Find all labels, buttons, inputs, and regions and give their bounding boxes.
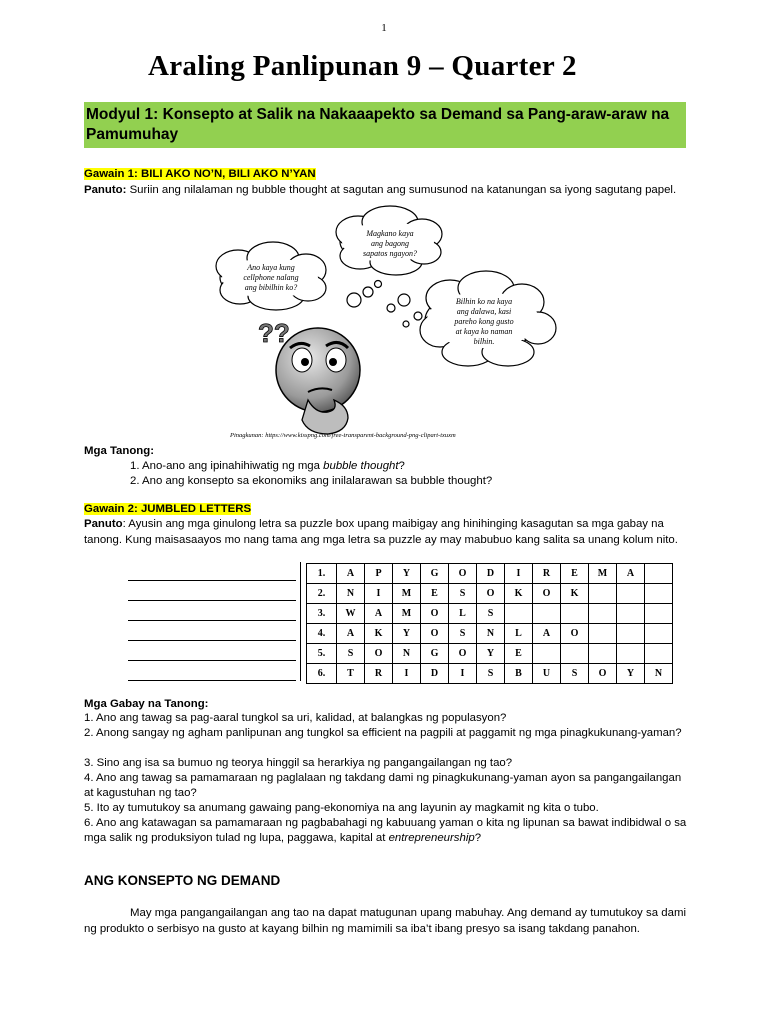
puzzle-letter-cell: M [589,564,617,584]
section-paragraph: May mga pangangailangan ang tao na dapat matugunan upang mabuhay. Ang demand ay tumutukoy sa dami ng produkto o serbisyo na gusto at kayang bilhin ng mamimili sa iba’t ibang presyo sa isang takdang panahon. [84,907,686,935]
puzzle-letter-cell: N [477,624,505,644]
activity1-question-2: 2. Ano ang konsepto sa ekonomiks ang inilalarawan sa bubble thought? [130,475,493,487]
activity1-questions-label: Mga Tanong: [84,445,155,457]
guide-6-italic: entrepreneurship [388,832,475,844]
left-bubble-line-3: ang bibilhin ko? [244,283,298,292]
puzzle-letter-cell: L [449,604,477,624]
puzzle-letter-cell: O [589,664,617,684]
puzzle-letter-cell: G [421,564,449,584]
puzzle-row [307,584,673,604]
guide-question-3: 3. Sino ang isa sa bumuo ng teorya hinggil sa herarkiya ng pangangailangan ng tao? [84,757,513,769]
puzzle-row [307,564,673,584]
puzzle-row [307,604,673,624]
puzzle-letter-cell [645,564,673,584]
puzzle-letter-cell [617,624,645,644]
puzzle-letter-cell: N [393,644,421,664]
question-marks: ?? [258,318,290,348]
puzzle-letter-cell: R [365,664,393,684]
puzzle-letter-cell: N [645,664,673,684]
puzzle-letter-cell: E [561,564,589,584]
puzzle-letter-cell: K [561,584,589,604]
puzzle-letter-cell [533,604,561,624]
puzzle-letter-cell: R [533,564,561,584]
activity2-instruction [84,517,690,548]
page-number: 1 [381,22,387,34]
puzzle-letter-cell [589,624,617,644]
puzzle-letter-cell: Y [393,564,421,584]
puzzle-letter-cell: P [365,564,393,584]
answer-line[interactable] [128,660,296,661]
answer-lines [128,562,296,682]
right-bubble-line-5: bilhin. [473,337,495,346]
left-bubble-line-1: Ano kaya kung [247,263,295,272]
answer-line[interactable] [128,640,296,641]
question-1-italic: bubble thought [323,460,399,472]
puzzle-letter-cell: S [477,664,505,684]
puzzle-letter-cell [645,604,673,624]
puzzle-letter-cell: M [393,604,421,624]
puzzle-letter-cell [645,644,673,664]
puzzle-letter-cell [645,624,673,644]
puzzle-letter-cell: Y [617,664,645,684]
puzzle-letter-cell: E [421,584,449,604]
top-bubble-line-2: ang bagong [371,239,409,248]
activity2-instruction-text: : Ayusin ang mga ginulong letra sa puzzle box upang maibigay ang hinihinging kasagutan sa mga gabay na tanong. Kung maisasaayos mo nang tama ang mga letra sa puzzle ay may mabubuo kang salita sa unang kolum nito. [84,518,678,546]
guide-question-5: 5. Ito ay tumutukoy sa anumang gawaing pang-ekonomiya na ang layunin ay magkamit ng kita o tubo. [84,802,599,814]
puzzle-letter-cell [589,584,617,604]
puzzle-letter-cell: A [617,564,645,584]
puzzle-row-number: 3. [307,604,337,624]
activity1-instruction-text: Suriin ang nilalaman ng bubble thought at sagutan ang sumusunod na katanungan sa iyong sagutang papel. [126,184,677,196]
puzzle-letter-cell [533,644,561,664]
puzzle-body [307,564,673,684]
puzzle-letter-cell: S [449,584,477,604]
puzzle-row [307,624,673,644]
guide-questions-label: Mga Gabay na Tanong: [84,698,209,710]
puzzle-letter-cell [505,604,533,624]
right-bubble-line-1: Bilhin ko na kaya [455,297,513,306]
puzzle-letter-cell: D [477,564,505,584]
puzzle-row-number: 6. [307,664,337,684]
left-bubble-line-2: cellphone nalang [243,273,299,282]
thinking-face [276,328,360,434]
puzzle-letter-cell: A [533,624,561,644]
puzzle-letter-cell [617,604,645,624]
top-bubble-line-1: Magkano kaya [366,229,414,238]
answer-line[interactable] [128,600,296,601]
puzzle-letter-cell: G [421,644,449,664]
puzzle-letter-cell [617,644,645,664]
puzzle-letter-cell: O [477,584,505,604]
puzzle-letter-cell [617,584,645,604]
image-credit: Pinagkunan: https://www.kisspng.com/free-transparent-background-png-clipart-txuxm [230,432,456,439]
puzzle-row-number: 5. [307,644,337,664]
puzzle-letter-cell: A [337,624,365,644]
puzzle-letter-cell: B [505,664,533,684]
puzzle-letter-cell: O [533,584,561,604]
puzzle-letter-cell [589,604,617,624]
answer-line[interactable] [128,580,296,581]
puzzle-letter-cell [561,644,589,664]
module-title: Modyul 1: Konsepto at Salik na Nakaaapekto sa Demand sa Pang-araw-araw na Pamumuhay [86,106,670,143]
puzzle-letter-cell: M [393,584,421,604]
puzzle-letter-cell: S [449,624,477,644]
activity2-heading-text: Gawain 2: JUMBLED LETTERS [84,503,252,515]
puzzle-letter-cell: I [505,564,533,584]
puzzle-row [307,664,673,684]
guide-6-text: 6. Ano ang katawagan sa pamamaraan ng pagbabahagi ng kabuuang yaman o kita ng lipunan sa bawat indibidwal o sa mga salik ng produksiyon tulad ng lupa, paggawa, kapital at [84,817,687,844]
puzzle-letter-cell [561,604,589,624]
puzzle-letter-cell: D [421,664,449,684]
puzzle-letter-cell: S [477,604,505,624]
puzzle-letter-cell: Y [393,624,421,644]
activity1-heading-text: Gawain 1: BILI AKO NO’N, BILI AKO N’YAN [84,168,316,180]
section-heading: ANG KONSEPTO NG DEMAND [84,873,281,888]
question-1-end: ? [398,460,405,472]
puzzle-letter-cell [589,644,617,664]
guide-question-4: 4. Ano ang tawag sa pamamaraan ng paglalaan ng takdang dami ng pinagkukunang-yaman ayon sa pangangailangan at kagustuhan ng tao? [84,772,682,799]
activity1-question-1 [130,459,405,475]
right-bubble-line-4: at kaya ko naman [455,327,513,336]
puzzle-letter-cell: W [337,604,365,624]
puzzle-row-number: 1. [307,564,337,584]
activity2-heading [84,502,251,518]
puzzle-letter-cell: I [393,664,421,684]
puzzle-letter-cell: I [449,664,477,684]
top-bubble-line-3: sapatos ngayon? [363,249,417,258]
puzzle-letter-cell: U [533,664,561,684]
puzzle-letter-cell: T [337,664,365,684]
thinking-face-illustration [178,200,588,445]
guide-6-end: ? [474,832,482,844]
puzzle-grid [306,563,673,684]
activity1-instruction [84,183,694,199]
guide-question-6 [84,816,688,846]
puzzle-letter-cell: L [505,624,533,644]
page-title: Araling Panlipunan 9 – Quarter 2 [148,50,577,82]
guide-question-1: 1. Ano ang tawag sa pag-aaral tungkol sa uri, kalidad, at balangkas ng populasyon? [84,712,507,724]
puzzle-letter-cell: O [421,624,449,644]
activity2-instruction-label: Panuto [84,518,123,530]
puzzle-letter-cell [645,584,673,604]
puzzle-row-number: 2. [307,584,337,604]
answer-line[interactable] [128,680,296,681]
question-1-text: 1. Ano-ano ang ipinahihiwatig ng mga [130,460,324,472]
puzzle-letter-cell: A [365,604,393,624]
right-bubble-line-3: pareho kong gusto [454,317,514,326]
puzzle-letter-cell: I [365,584,393,604]
activity1-instruction-label: Panuto: [84,184,127,196]
puzzle-letter-cell: O [449,644,477,664]
puzzle-row [307,644,673,664]
puzzle-letter-cell: O [421,604,449,624]
guide-question-2: 2. Anong sangay ng agham panlipunan ang tungkol sa efficient na pagpili at paggamit ng mga pinagkukunang-yaman? [84,727,682,739]
puzzle-letter-cell: Y [477,644,505,664]
puzzle-letter-cell: O [449,564,477,584]
puzzle-letter-cell: K [365,624,393,644]
right-bubble-line-2: ang dalawa, kasi [456,307,512,316]
puzzle-letter-cell: S [337,644,365,664]
puzzle-row-number: 4. [307,624,337,644]
puzzle-letter-cell: S [561,664,589,684]
answer-line[interactable] [128,620,296,621]
puzzle-letter-cell: E [505,644,533,664]
puzzle-letter-cell: O [561,624,589,644]
puzzle-letter-cell: K [505,584,533,604]
puzzle-letter-cell: O [365,644,393,664]
activity1-heading [84,167,316,183]
puzzle-letter-cell: N [337,584,365,604]
puzzle-letter-cell: A [337,564,365,584]
